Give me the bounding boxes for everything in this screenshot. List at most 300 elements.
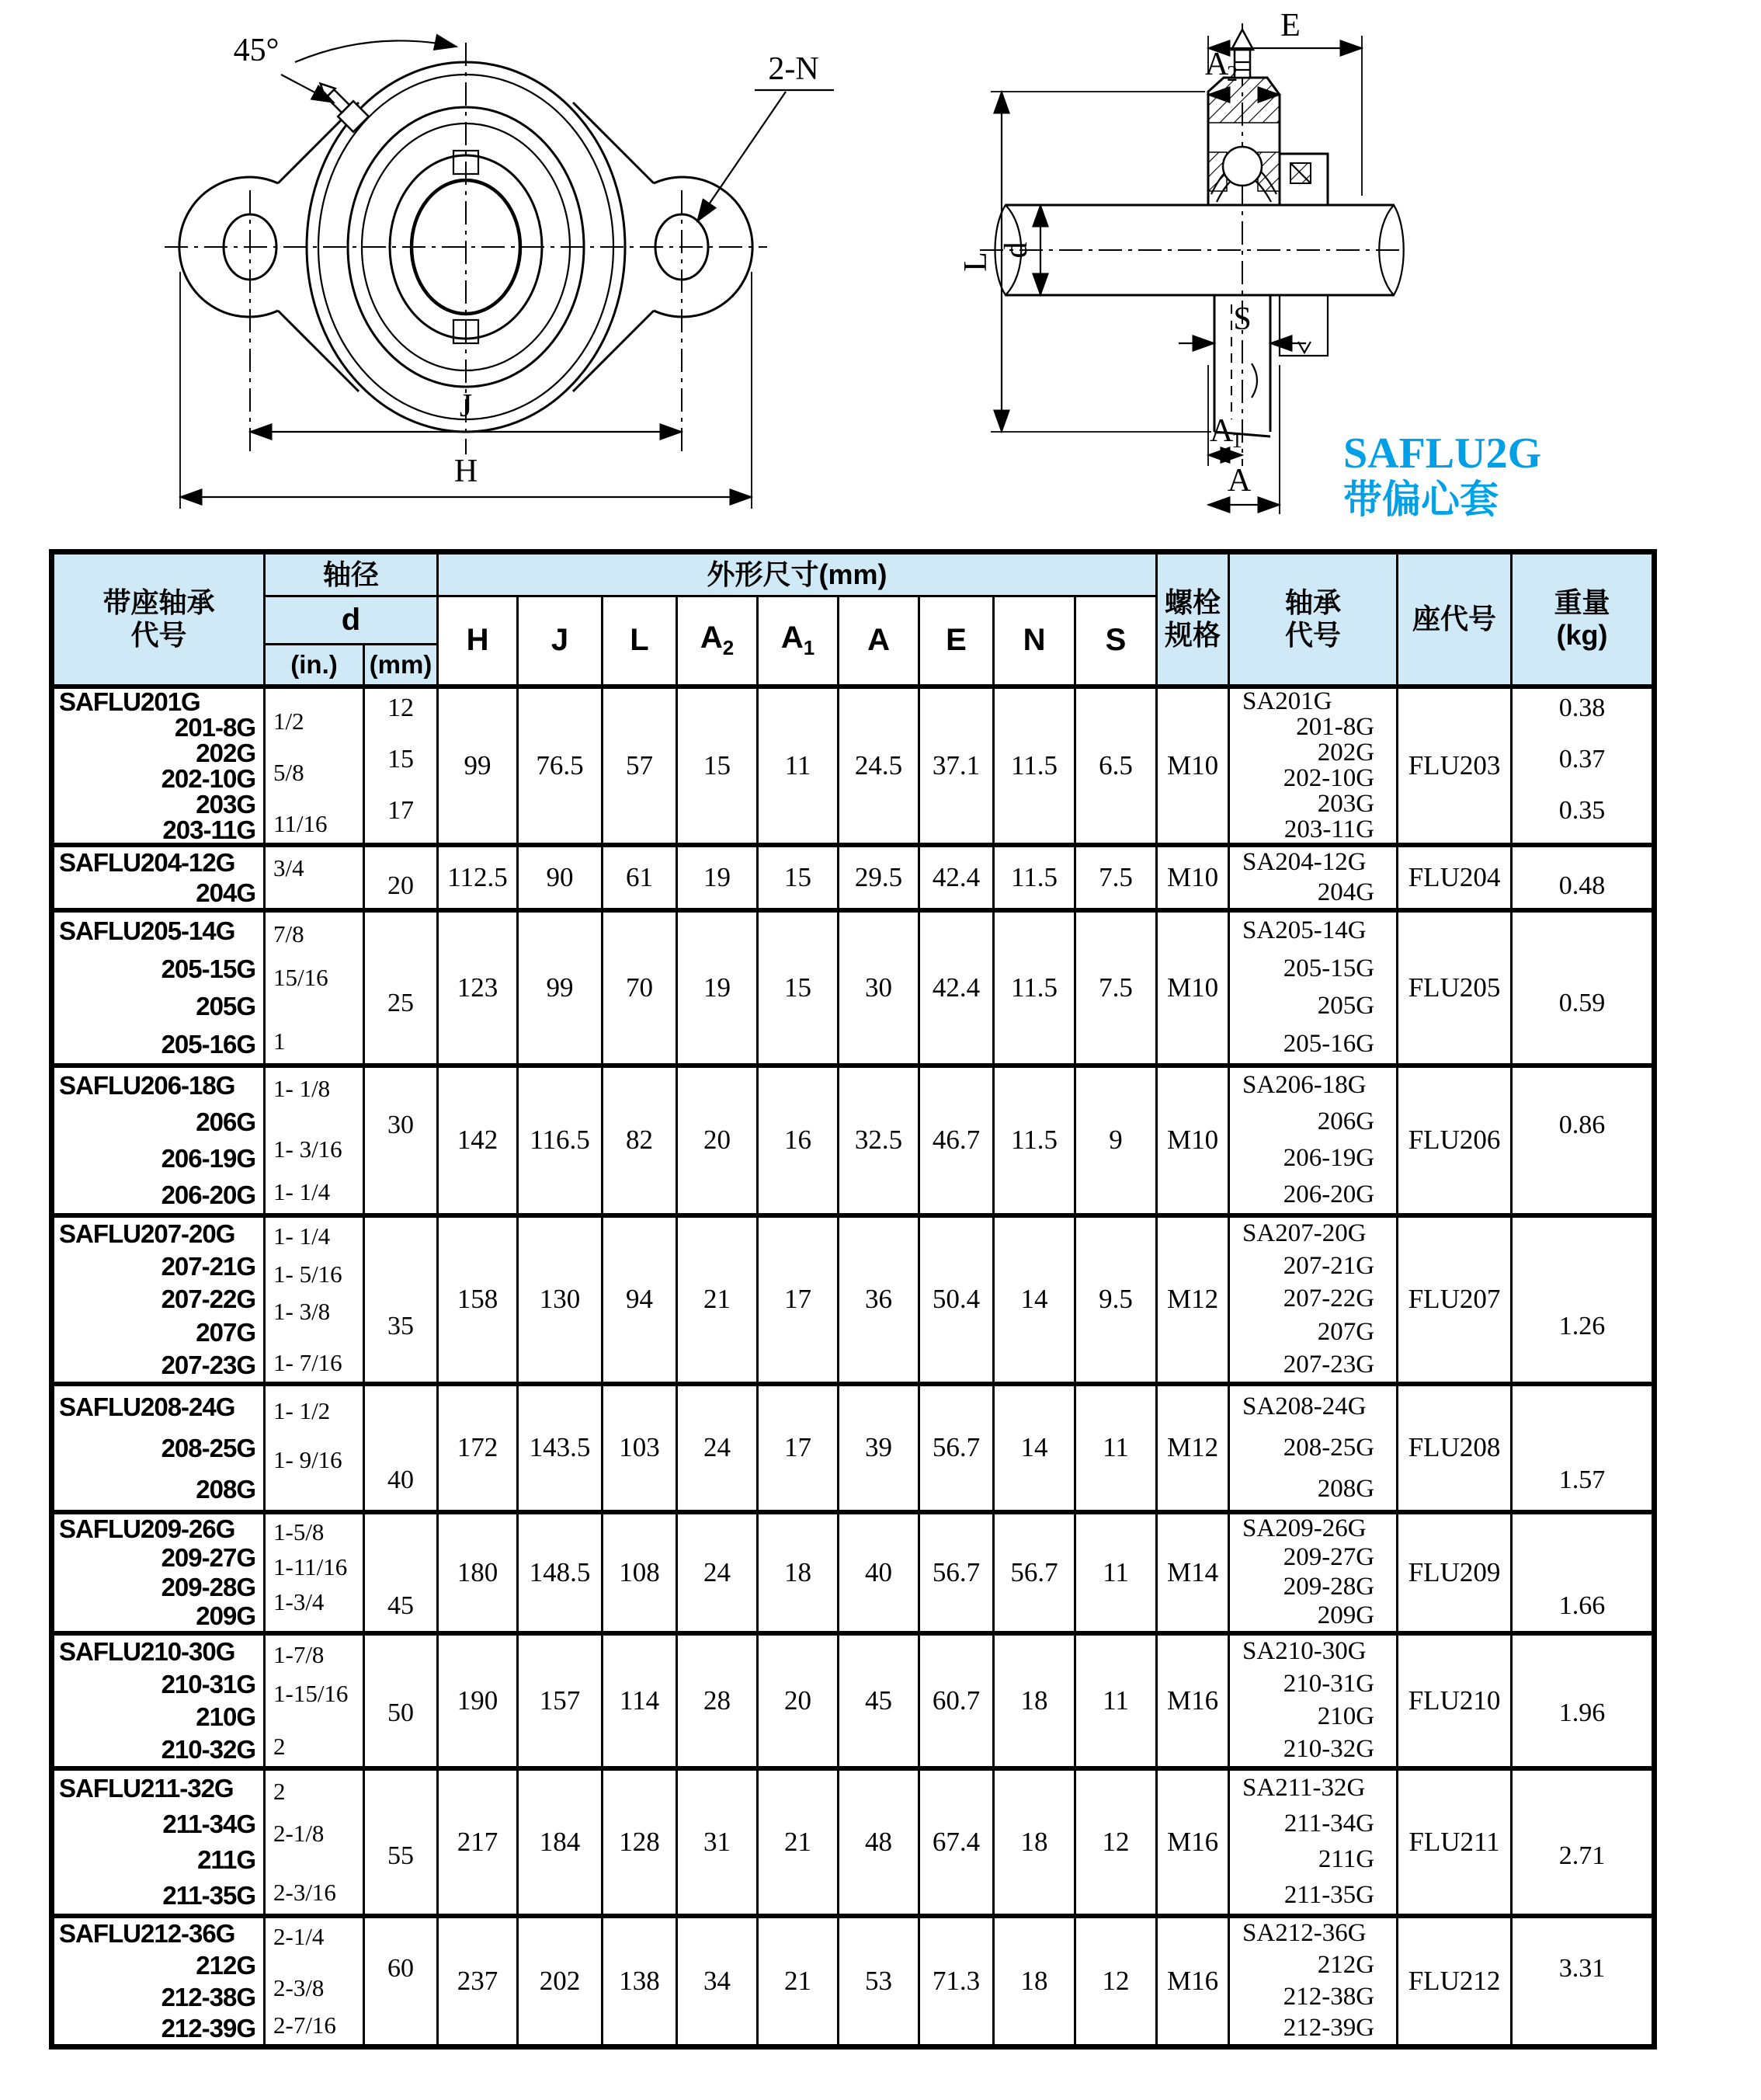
col-header-weight — [1512, 552, 1655, 687]
cell-dim-A1: 20 — [758, 1633, 839, 1768]
cell-dim-H: 217 — [438, 1768, 518, 1916]
cell-line: 206-20G — [161, 1180, 255, 1209]
cell-line: 207-22G — [161, 1285, 255, 1314]
cell-unit-code — [52, 1215, 265, 1384]
cell-line: 209-28G — [1283, 1572, 1375, 1601]
cell-line: 20 — [387, 871, 414, 900]
cell-dim-L: 138 — [603, 1916, 677, 2047]
cell-line: 202G — [196, 738, 255, 767]
cell-line: 25 — [387, 988, 414, 1017]
bearing-header-line2: 代号 — [1285, 619, 1342, 652]
col-header-bearing-code — [1229, 552, 1398, 687]
cell-line: 207-21G — [1283, 1252, 1375, 1281]
table-row — [52, 1384, 1655, 1512]
cell-bearing-code — [1229, 1768, 1398, 1916]
cell-line: SA204-12G — [1242, 847, 1367, 876]
cell-dim-S: 9.5 — [1075, 1215, 1157, 1384]
cell-line: 15/16 — [273, 964, 328, 992]
cell-line: 210G — [196, 1702, 255, 1731]
cell-housing-code: FLU210 — [1398, 1633, 1512, 1768]
cell-dim-H: 180 — [438, 1512, 518, 1633]
dim-label-l: L — [958, 252, 994, 272]
cell-dim-A1: 17 — [758, 1384, 839, 1512]
cell-line: 1-11/16 — [273, 1552, 348, 1580]
cell-line: 202-10G — [1283, 763, 1375, 792]
cell-dim-J: 90 — [518, 845, 603, 910]
cell-line: 1-15/16 — [273, 1679, 349, 1707]
cell-line: 212G — [1317, 1950, 1375, 1979]
cell-dim-L: 114 — [603, 1633, 677, 1768]
cell-bolt-size: M10 — [1157, 1066, 1229, 1215]
dim-label-a2: A — [1205, 47, 1229, 82]
cell-line: 211-34G — [1283, 1810, 1375, 1838]
cell-line: 209-27G — [161, 1543, 255, 1573]
cell-dim-A2: 24 — [677, 1384, 758, 1512]
cell-line: SA205-14G — [1242, 916, 1367, 945]
cell-dim-N: 56.7 — [994, 1512, 1075, 1633]
cell-dim-E: 46.7 — [919, 1066, 994, 1215]
cell-weight — [1512, 1215, 1655, 1384]
cell-dim-L: 57 — [603, 687, 677, 845]
cell-line: 201-8G — [174, 712, 255, 742]
dim-label-j: J — [459, 388, 473, 424]
section-view-drawing — [958, 8, 1404, 514]
cell-housing-code: FLU205 — [1398, 910, 1512, 1066]
cell-dim-A1: 21 — [758, 1916, 839, 2047]
col-header-A1: $A_1$ — [758, 596, 839, 687]
cell-line: 212G — [196, 1950, 255, 1980]
cell-line: 209G — [1317, 1601, 1375, 1630]
col-header-unit-code — [52, 552, 265, 687]
cell-line: 0.38 — [1558, 693, 1606, 722]
cell-housing-code: FLU209 — [1398, 1512, 1512, 1633]
cell-d-mm — [364, 1384, 438, 1512]
cell-dim-A2: 20 — [677, 1066, 758, 1215]
table-header — [52, 552, 1655, 687]
cell-line: 5/8 — [273, 758, 304, 786]
cell-line: 1- 1/8 — [273, 1075, 331, 1103]
cell-line: SA211-32G — [1242, 1774, 1366, 1802]
holes-label: 2-N — [768, 51, 819, 87]
cell-line: 205-16G — [161, 1029, 255, 1059]
cell-line: 207G — [196, 1317, 255, 1347]
cell-bearing-code — [1229, 1066, 1398, 1215]
cell-line: 207-22G — [1283, 1285, 1375, 1313]
cell-dim-L: 70 — [603, 910, 677, 1066]
dim-label-s: S — [1233, 301, 1252, 337]
cell-line: 207-23G — [1283, 1350, 1375, 1379]
cell-line: 11/16 — [273, 809, 328, 837]
cell-line: 1/2 — [273, 707, 304, 735]
cell-dim-A: 29.5 — [839, 845, 919, 910]
cell-line: 30 — [387, 1110, 414, 1139]
cell-dim-A: 40 — [839, 1512, 919, 1633]
cell-dim-A2: 28 — [677, 1633, 758, 1768]
front-view-drawing — [165, 33, 834, 509]
series-sublabel: 带偏心套 — [1343, 478, 1499, 521]
col-header-A2: $A_2$ — [677, 596, 758, 687]
cell-dim-S: 6.5 — [1075, 687, 1157, 845]
cell-line: 2.71 — [1558, 1841, 1606, 1871]
cell-line: SA201G — [1242, 687, 1332, 715]
cell-dim-N: 18 — [994, 1768, 1075, 1916]
cell-line: 3.31 — [1558, 1953, 1606, 1983]
bearing-header-line1: 轴承 — [1285, 586, 1342, 618]
cell-line: 210-31G — [161, 1670, 255, 1698]
table-body — [52, 687, 1655, 2047]
cell-dim-E: 42.4 — [919, 910, 994, 1066]
cell-line: 1 — [273, 1027, 286, 1055]
cell-housing-code: FLU211 — [1398, 1768, 1512, 1916]
cell-dim-A: 39 — [839, 1384, 919, 1512]
table-row — [52, 1512, 1655, 1633]
cell-line: 205-15G — [161, 954, 255, 983]
cell-dim-L: 128 — [603, 1768, 677, 1916]
table-row — [52, 687, 1655, 845]
cell-line: 0.48 — [1558, 871, 1606, 900]
cell-line: SAFLU205-14G — [59, 916, 235, 946]
cell-line: 55 — [387, 1841, 414, 1871]
cell-line: 0.59 — [1558, 988, 1606, 1017]
cell-dim-J: 157 — [518, 1633, 603, 1768]
cell-dim-L: 103 — [603, 1384, 677, 1512]
cell-dim-A2: 31 — [677, 1768, 758, 1916]
cell-housing-code: FLU207 — [1398, 1215, 1512, 1384]
cell-line: 206-19G — [161, 1143, 255, 1173]
cell-unit-code — [52, 1066, 265, 1215]
cell-bearing-code — [1229, 845, 1398, 910]
cell-line: SA209-26G — [1242, 1514, 1367, 1542]
cell-dim-E: 37.1 — [919, 687, 994, 845]
cell-d-mm — [364, 687, 438, 845]
cell-line: 1.96 — [1558, 1698, 1606, 1728]
cell-line: 203G — [1317, 789, 1375, 818]
cell-dim-H: 99 — [438, 687, 518, 845]
col-header-J: J — [518, 596, 603, 687]
cell-line: 0.35 — [1558, 795, 1606, 825]
cell-line: 35 — [387, 1312, 414, 1341]
cell-line: SA210-30G — [1242, 1637, 1367, 1665]
cell-d-inch — [265, 845, 364, 910]
cell-line: 1- 3/8 — [273, 1297, 331, 1325]
cell-bolt-size: M12 — [1157, 1384, 1229, 1512]
cell-d-inch — [265, 1384, 364, 1512]
dim-label-a1-sub: 1 — [1231, 429, 1242, 453]
cell-dim-A2: 15 — [677, 687, 758, 845]
cell-line: 206G — [1317, 1107, 1375, 1136]
cell-line: 205-15G — [1283, 954, 1375, 982]
cell-dim-J: 76.5 — [518, 687, 603, 845]
cell-dim-J: 143.5 — [518, 1384, 603, 1512]
cell-dim-E: 42.4 — [919, 845, 994, 910]
table-row — [52, 1215, 1655, 1384]
cell-housing-code: FLU206 — [1398, 1066, 1512, 1215]
cell-line: 206-19G — [1283, 1143, 1375, 1172]
cell-line: 208-25G — [161, 1433, 255, 1462]
cell-dim-A2: 21 — [677, 1215, 758, 1384]
weight-header-line1: 重量 — [1554, 586, 1610, 618]
cell-dim-H: 237 — [438, 1916, 518, 2047]
cell-d-mm — [364, 1768, 438, 1916]
cell-dim-A2: 24 — [677, 1512, 758, 1633]
cell-dim-A2: 19 — [677, 910, 758, 1066]
dim-label-a: A — [1227, 463, 1252, 499]
cell-line: 40 — [387, 1465, 414, 1494]
cell-dim-N: 11.5 — [994, 910, 1075, 1066]
cell-dim-S: 9 — [1075, 1066, 1157, 1215]
cell-dim-A1: 21 — [758, 1768, 839, 1916]
cell-line: 1- 1/2 — [273, 1396, 331, 1424]
cell-d-inch — [265, 1066, 364, 1215]
cell-dim-N: 14 — [994, 1215, 1075, 1384]
cell-line: SA207-20G — [1242, 1219, 1367, 1248]
cell-line: 206-20G — [1283, 1180, 1375, 1208]
bolt-header-line2: 规格 — [1165, 619, 1221, 652]
cell-line: 210-32G — [161, 1735, 255, 1764]
cell-d-mm — [364, 1215, 438, 1384]
cell-housing-code: FLU208 — [1398, 1384, 1512, 1512]
cell-bearing-code — [1229, 1384, 1398, 1512]
col-header-N: N — [994, 596, 1075, 687]
cell-weight — [1512, 1916, 1655, 2047]
cell-dim-L: 94 — [603, 1215, 677, 1384]
cell-bearing-code — [1229, 1916, 1398, 2047]
cell-bearing-code — [1229, 687, 1398, 845]
cell-line: 211-34G — [162, 1810, 255, 1838]
cell-dim-A: 32.5 — [839, 1066, 919, 1215]
cell-dim-S: 7.5 — [1075, 845, 1157, 910]
cell-line: 2 — [273, 1777, 286, 1805]
cell-line: 2 — [273, 1733, 286, 1761]
cell-line: 12 — [387, 693, 414, 722]
cell-dim-H: 190 — [438, 1633, 518, 1768]
cell-d-mm — [364, 910, 438, 1066]
col-header-dims-title: 外形尺寸(mm) — [438, 552, 1157, 596]
table-row — [52, 845, 1655, 910]
cell-line: 204G — [1317, 878, 1375, 906]
cell-line: 2-3/16 — [273, 1879, 336, 1907]
cell-unit-code — [52, 1768, 265, 1916]
cell-line: 203-11G — [1283, 815, 1375, 843]
cell-bolt-size: M10 — [1157, 687, 1229, 845]
cell-line: SAFLU210-30G — [59, 1637, 235, 1666]
cell-weight — [1512, 687, 1655, 845]
cell-line: 1.26 — [1558, 1312, 1606, 1341]
cell-d-mm — [364, 1066, 438, 1215]
cell-bearing-code — [1229, 910, 1398, 1066]
cell-weight — [1512, 1512, 1655, 1633]
table-row — [52, 1768, 1655, 1916]
cell-dim-J: 184 — [518, 1768, 603, 1916]
cell-line: 203G — [196, 789, 255, 819]
col-header-S: S — [1075, 596, 1157, 687]
cell-line: SAFLU206-18G — [59, 1071, 235, 1100]
cell-dim-J: 148.5 — [518, 1512, 603, 1633]
cell-line: 207-23G — [161, 1350, 255, 1379]
cell-dim-J: 116.5 — [518, 1066, 603, 1215]
cell-bolt-size: M16 — [1157, 1633, 1229, 1768]
cell-weight — [1512, 1066, 1655, 1215]
cell-line: 3/4 — [273, 854, 304, 882]
cell-line: 211-35G — [162, 1881, 255, 1910]
cell-line: 203-11G — [162, 815, 255, 844]
cell-d-mm — [364, 1916, 438, 2047]
cell-d-inch — [265, 687, 364, 845]
cell-line: 205G — [196, 992, 255, 1021]
cell-line: 1-3/4 — [273, 1588, 325, 1616]
cell-line: SAFLU201G — [59, 687, 200, 716]
cell-d-inch — [265, 910, 364, 1066]
cell-line: 2-7/16 — [273, 2011, 336, 2039]
cell-line: 202G — [1317, 738, 1375, 767]
cell-dim-H: 112.5 — [438, 845, 518, 910]
cell-line: SAFLU207-20G — [59, 1219, 235, 1249]
cell-line: 210-32G — [1283, 1735, 1375, 1763]
cell-unit-code — [52, 687, 265, 845]
cell-d-inch — [265, 1512, 364, 1633]
cell-line: 1-7/8 — [273, 1640, 325, 1668]
cell-dim-J: 99 — [518, 910, 603, 1066]
cell-dim-E: 56.7 — [919, 1512, 994, 1633]
col-header-A: A — [839, 596, 919, 687]
col-header-E: E — [919, 596, 994, 687]
cell-line: 201-8G — [1296, 712, 1375, 741]
series-label: SAFLU2G — [1343, 429, 1542, 478]
cell-line: 208G — [196, 1474, 255, 1504]
cell-dim-L: 82 — [603, 1066, 677, 1215]
cell-line: 211G — [197, 1845, 255, 1874]
cell-line: 212-38G — [1283, 1982, 1375, 2011]
cell-unit-code — [52, 845, 265, 910]
cell-line: 211-35G — [1283, 1881, 1375, 1909]
table-row — [52, 910, 1655, 1066]
cell-dim-S: 12 — [1075, 1916, 1157, 2047]
cell-dim-N: 11.5 — [994, 1066, 1075, 1215]
cell-line: 17 — [387, 795, 414, 825]
cell-d-mm — [364, 1512, 438, 1633]
dim-label-a2-sub: 2 — [1227, 62, 1238, 86]
cell-line: 208G — [1317, 1474, 1375, 1503]
cell-housing-code: FLU204 — [1398, 845, 1512, 910]
cell-bearing-code — [1229, 1215, 1398, 1384]
cell-dim-A: 48 — [839, 1768, 919, 1916]
cell-d-mm — [364, 845, 438, 910]
cell-dim-A: 30 — [839, 910, 919, 1066]
cell-dim-A2: 34 — [677, 1916, 758, 2047]
cell-line: 205G — [1317, 992, 1375, 1020]
cell-dim-N: 11.5 — [994, 687, 1075, 845]
weight-header-line2: (kg) — [1556, 619, 1608, 652]
cell-dim-J: 130 — [518, 1215, 603, 1384]
cell-d-mm — [364, 1633, 438, 1768]
col-header-bolt — [1157, 552, 1229, 687]
dim-label-e: E — [1280, 8, 1301, 43]
col-header-housing-code: 座代号 — [1398, 552, 1512, 687]
cell-dim-S: 7.5 — [1075, 910, 1157, 1066]
unit-code-header-line2: 代号 — [130, 619, 187, 652]
cell-bolt-size: M16 — [1157, 1916, 1229, 2047]
cell-bolt-size: M10 — [1157, 910, 1229, 1066]
cell-dim-H: 123 — [438, 910, 518, 1066]
cell-d-inch — [265, 1215, 364, 1384]
cell-dim-S: 11 — [1075, 1633, 1157, 1768]
grease-fitting-icon — [313, 76, 369, 132]
cell-dim-E: 56.7 — [919, 1384, 994, 1512]
dim-label-d: d — [999, 242, 1034, 259]
cell-line: 209-28G — [161, 1572, 255, 1601]
cell-line: 205-16G — [1283, 1029, 1375, 1058]
cell-dim-S: 11 — [1075, 1512, 1157, 1633]
cell-dim-A1: 18 — [758, 1512, 839, 1633]
cell-line: 1-5/8 — [273, 1518, 325, 1545]
table-row — [52, 1066, 1655, 1215]
angle-label: 45° — [233, 33, 280, 68]
cell-line: 207G — [1317, 1317, 1375, 1346]
cell-dim-N: 18 — [994, 1916, 1075, 2047]
cell-line: 207-21G — [161, 1252, 255, 1281]
cell-line: SAFLU209-26G — [59, 1514, 235, 1543]
cell-unit-code — [52, 1916, 265, 2047]
col-header-d: d — [265, 596, 438, 645]
cell-line: 0.86 — [1558, 1110, 1606, 1139]
cell-line: 206G — [196, 1107, 255, 1137]
cell-dim-L: 61 — [603, 845, 677, 910]
cell-d-inch — [265, 1916, 364, 2047]
cell-line: 210-31G — [1283, 1670, 1375, 1698]
cell-dim-A: 45 — [839, 1633, 919, 1768]
cell-dim-A1: 11 — [758, 687, 839, 845]
cell-bearing-code — [1229, 1512, 1398, 1633]
unit-code-header-line1: 带座轴承 — [102, 586, 215, 618]
cell-line: 1.66 — [1558, 1591, 1606, 1620]
dim-label-a1: A — [1210, 413, 1234, 449]
cell-line: 15 — [387, 744, 414, 774]
cell-dim-A1: 15 — [758, 845, 839, 910]
cell-unit-code — [52, 1633, 265, 1768]
cell-line: 204G — [196, 878, 255, 907]
cell-dim-N: 11.5 — [994, 845, 1075, 910]
cell-line: 212-39G — [1283, 2014, 1375, 2043]
cell-dim-A: 53 — [839, 1916, 919, 2047]
cell-d-inch — [265, 1633, 364, 1768]
bearing-spec-table — [49, 549, 1657, 2050]
cell-dim-E: 50.4 — [919, 1215, 994, 1384]
cell-d-inch — [265, 1768, 364, 1916]
cell-unit-code — [52, 1384, 265, 1512]
cell-line: 45 — [387, 1591, 414, 1620]
cell-dim-N: 18 — [994, 1633, 1075, 1768]
cell-line: 2-3/8 — [273, 1973, 325, 2001]
cell-line: SAFLU212-36G — [59, 1919, 235, 1949]
cell-housing-code: FLU212 — [1398, 1916, 1512, 2047]
cell-housing-code: FLU203 — [1398, 687, 1512, 845]
cell-weight — [1512, 1768, 1655, 1916]
cell-line: 212-39G — [161, 2014, 255, 2043]
cell-dim-H: 172 — [438, 1384, 518, 1512]
col-header-d-mm: (mm) — [364, 645, 438, 687]
cell-dim-A2: 19 — [677, 845, 758, 910]
cell-line: 60 — [387, 1953, 414, 1983]
cell-line: 1- 3/16 — [273, 1135, 342, 1163]
cell-line: 1- 7/16 — [273, 1348, 342, 1376]
table-row — [52, 1916, 1655, 2047]
cell-dim-E: 67.4 — [919, 1768, 994, 1916]
cell-dim-A: 36 — [839, 1215, 919, 1384]
cell-dim-E: 60.7 — [919, 1633, 994, 1768]
cell-line: 1- 9/16 — [273, 1445, 342, 1473]
cell-line: 1- 5/16 — [273, 1260, 342, 1288]
cell-line: 209G — [196, 1601, 255, 1631]
